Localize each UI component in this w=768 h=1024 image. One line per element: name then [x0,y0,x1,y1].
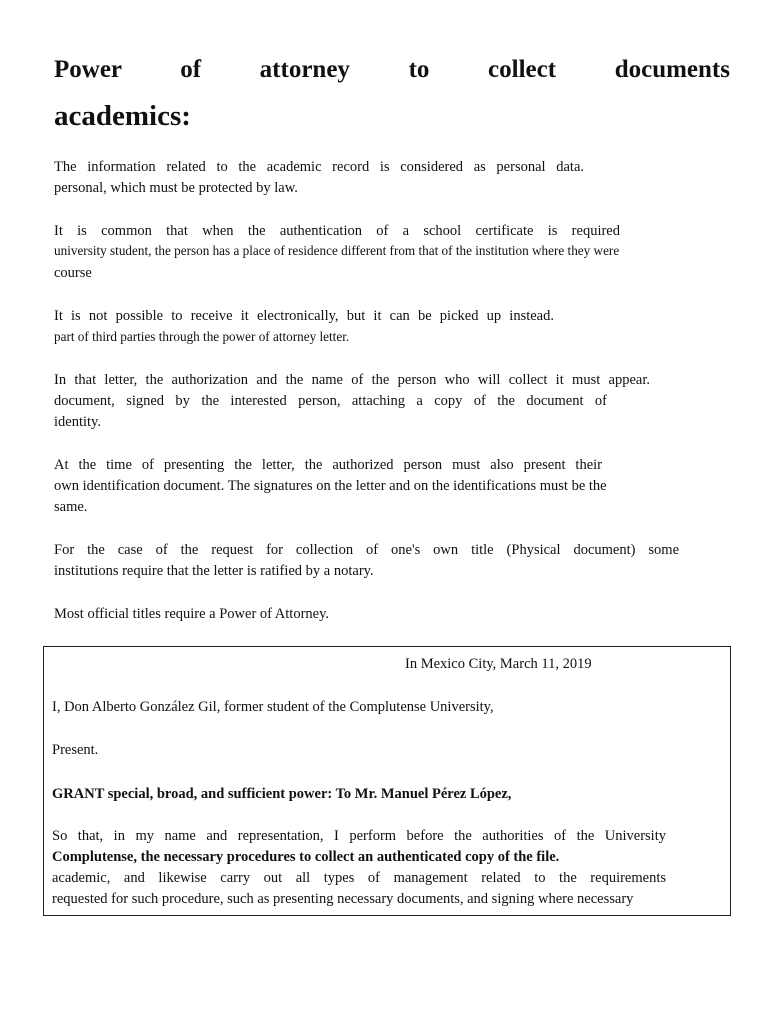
letter-place-date: In Mexico City, March 11, 2019 [405,656,592,672]
paragraph-4-line-3: identity. [54,414,101,430]
sample-letter-box [43,646,731,916]
paragraph-3-line-1: It is not possible to receive it electronically, but it can be picked up instead. [54,308,554,324]
letter-body-line-3: academic, and likewise carry out all types of management related to the requirements [52,870,666,886]
letter-grant: GRANT special, broad, and sufficient power: To Mr. Manuel Pérez López, [52,786,512,802]
paragraph-4-line-1: In that letter, the authorization and the name of the person who will collect it must appear. [54,372,650,388]
paragraph-6-line-2: institutions require that the letter is ratified by a notary. [54,563,374,579]
paragraph-7-line-1: Most official titles require a Power of Attorney. [54,606,330,622]
paragraph-4-line-2: document, signed by the interested person, attaching a copy of the document of [54,393,607,409]
paragraph-5-line-2: own identification document. The signatures on the letter and on the identifications must be the [54,478,607,494]
document-title-line-1: Power of attorney to collect documents [54,56,730,83]
letter-body-line-2: Complutense, the necessary procedures to collect an authenticated copy of the file. [52,849,560,865]
paragraph-5-line-3: same. [54,499,88,515]
letter-body-line-1: So that, in my name and representation, I perform before the authorities of the University [52,828,666,844]
paragraph-6-line-1: For the case of the request for collection of one's own title (Physical document) some [54,542,679,558]
paragraph-1-line-2: personal, which must be protected by law. [54,180,298,196]
paragraph-2-line-3: course [54,265,92,281]
letter-body-line-4: requested for such procedure, such as presenting necessary documents, and signing where necessary [52,891,634,907]
letter-intro: I, Don Alberto González Gil, former student of the Complutense University, [52,699,494,715]
paragraph-5-line-1: At the time of presenting the letter, the authorized person must also present their [54,457,602,473]
paragraph-1-line-1: The information related to the academic record is considered as personal data. [54,159,584,175]
letter-present: Present. [52,742,99,758]
paragraph-3-line-2: part of third parties through the power of attorney letter. [54,329,350,344]
paragraph-2-line-1: It is common that when the authentication of a school certificate is required [54,223,620,239]
document-title-line-2: academics: [54,100,191,132]
paragraph-2-line-2: university student, the person has a place of residence different from that of the institution where they were [54,243,620,258]
